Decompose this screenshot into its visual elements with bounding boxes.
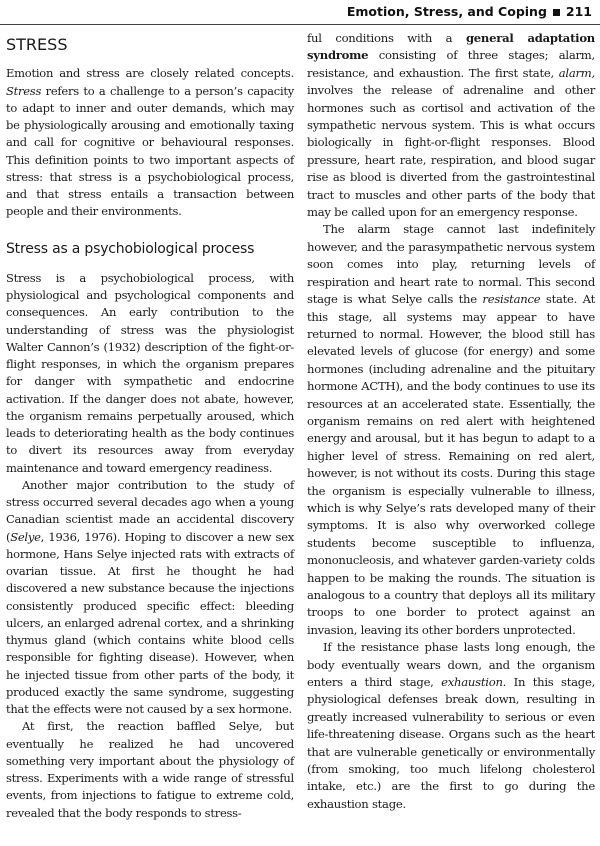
italic-term: exhaustion	[441, 675, 503, 690]
header-title-group	[347, 4, 592, 19]
text-run: If the resistance phase lasts long enough, the body eventually wears down, and the organism enters a third stage,	[307, 640, 595, 690]
text-run: ful conditions with a	[307, 31, 466, 45]
bold-key-term: general adaptation syndrome	[307, 31, 595, 63]
text-run: Another major contribution to the study of stress occurred several decades ago when a young Canadian scientist made an accidental discovery (	[6, 477, 294, 544]
text-run: consisting of three stages; alarm, resistance, and exhaustion. The first state,	[307, 48, 595, 80]
paragraph-stress-definition	[6, 65, 294, 220]
section-title: STRESS	[6, 35, 68, 54]
text-run: involves the release of adrenaline and other hormones such as cortisol and activation of the sympathetic nervous system. This is what occurs biologically in fight-or-flight responses. Blood pressure, heart rate, respiration, and blood sugar rise as blood is diverted from the gastrointestinal tract to muscles and other parts of the body that may be called upon for an emergency response.	[307, 83, 595, 220]
subsection-title: Stress as a psychobiological process	[6, 240, 255, 257]
text-run: . In this stage, physiological defenses break down, resulting in greatly increased vulnerability to serious or even life-threatening disease. Organs such as the heart that are vulnerable genetically or environmentally (from smoking, too much lifelong cholesterol intake, etc.) are the first to go during the exhaustion stage.	[307, 675, 596, 811]
italic-term: Stress	[6, 83, 42, 98]
paragraph-cannon: Stress is a psychobiological process, with physiological and psychological components and consequences. An early contribution to the understanding of stress was the physiologist Walter Cannon’s (1932) description of the fight-or-flight responses, in which the organism prepares for danger with sympathetic and endocrine activation. If the danger does not abate, however, the organism remains perpetually aroused, which leads to deteriorating health as the body continues to divert its resources away from everyday maintenance and toward emergency readiness.	[6, 270, 294, 475]
paragraph-gas	[307, 30, 595, 221]
text-run: Emotion and stress are closely related concepts.	[6, 66, 294, 81]
italic-citation: Selye	[10, 529, 41, 544]
text-run: state. At this stage, all systems may appear to have returned to normal. However, the blood still has elevated levels of glucose (for energy) and some hormones (including adrenaline and the pituitary hormone ACTH), and the body continues to use its resources at an accelerated state. Essentially, the organism remains on red alert with heightened energy and arousal, but it has begun to adapt to a higher level of stress. Remaining on red alert, however, is not without its costs. During this stage the organism is especially vulnerable to illness, which is why Selye’s rats developed many of their symptoms. It is also why overworked college students become susceptible to influenza, mononucleosis, and whatever garden-variety colds happen to be making the rounds. The situation is analogous to a country that deploys all its military troops to one border to protect against an invasion, leaving its other borders unprotected.	[307, 292, 595, 637]
page-number: 211	[565, 4, 592, 19]
running-header	[0, 0, 600, 25]
square-bullet-icon	[553, 9, 560, 16]
paragraph-exhaustion	[307, 639, 595, 813]
paragraph-selye-reaction: At first, the reaction baffled Selye, but eventually he realized he had uncovered something very important about the physiology of stress. Experiments with a wide range of stressful events, from injections to fatigue to extreme cold, revealed that the body responds to stress-	[6, 719, 294, 820]
right-column	[307, 30, 595, 813]
text-run: , 1936, 1976). Hoping to discover a new sex hormone, Hans Selye injected rats with extracts of ovarian tissue. At first he thought he had discovered a new substance because the injections consistently produced specific effect: bleeding ulcers, an enlarged adrenal cortex, and a shrinking thymus gland (which contains white blood cells responsible for fighting disease). However, when he injected tissue from other parts of the body, it produced exactly the same syndrome, suggesting that the effects were not caused by a sex hormone.	[6, 529, 294, 716]
text-run: refers to a challenge to a person’s capacity to adapt to inner and outer demands, which may be physiologically arousing and emotionally taxing and call for cognitive or behavioural responses. This definition points to two important aspects of stress: that stress is a psychobiological process, and that stress entails a transaction between people and their environments.	[6, 83, 294, 219]
italic-term: alarm,	[558, 65, 595, 80]
italic-term: resistance	[482, 292, 541, 307]
running-title: Emotion, Stress, and Coping	[346, 4, 547, 19]
paragraph-resistance	[307, 221, 595, 639]
text-run: The alarm stage cannot last indefinitely however, and the parasympathetic nervous system soon comes into play, returning levels of respiration and heart rate to normal. This second stage is what Selye calls the	[307, 222, 595, 307]
paragraph-selye-discovery	[6, 477, 294, 719]
left-column	[6, 36, 294, 822]
